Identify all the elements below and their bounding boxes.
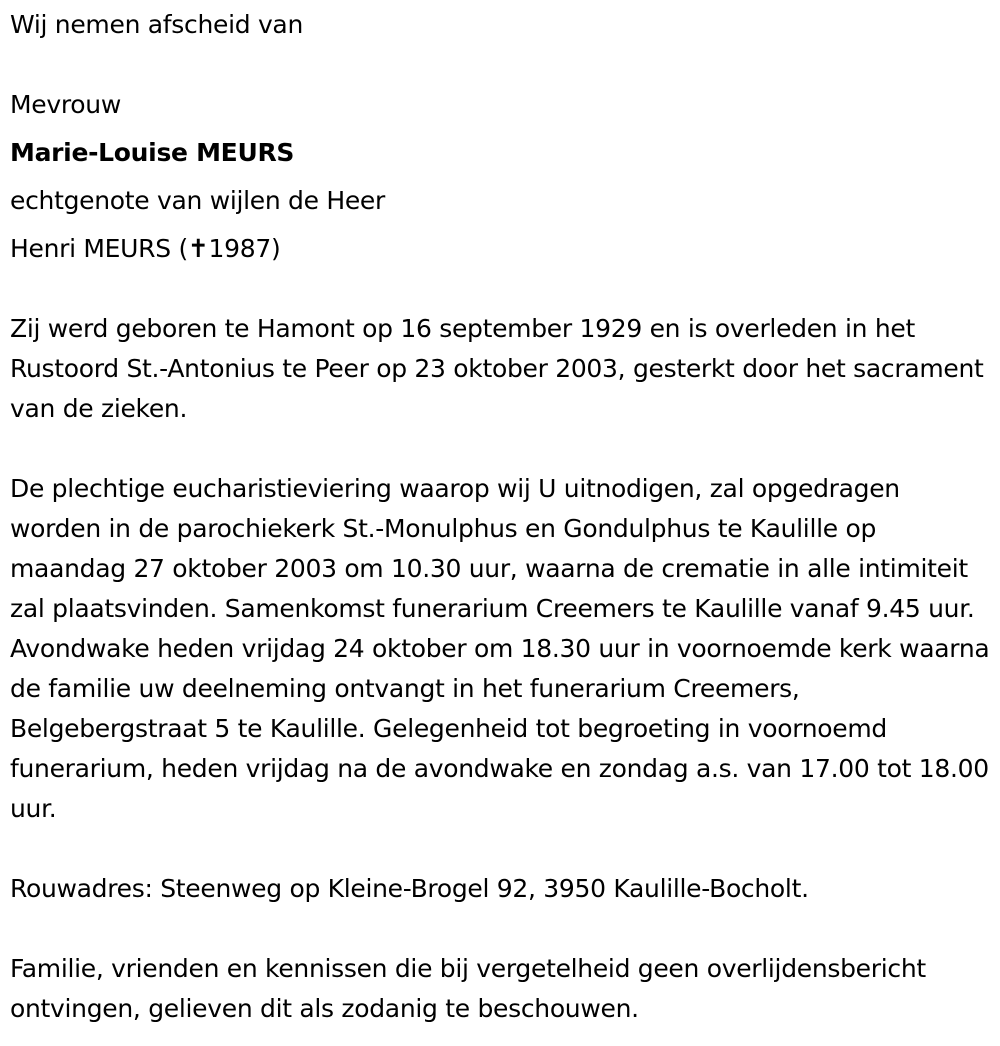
honorific-title: Mevrouw	[10, 90, 121, 119]
birth-death-paragraph: Zij werd geboren te Hamont op 16 september 1929 en is overleden in het Rustoord St.-Antonius te Peer op 23 oktober 2003, gesterkt door het sacrament van de zieken.	[10, 314, 984, 423]
deceased-name: Marie-Louise MEURS	[10, 138, 295, 167]
spouse-line-1: echtgenote van wijlen de Heer	[10, 186, 385, 215]
mourning-address: Rouwadres: Steenweg op Kleine-Brogel 92, 3950 Kaulille-Bocholt.	[10, 874, 809, 903]
spouse-line-2: Henri MEURS (✝1987)	[10, 234, 281, 263]
family-note-paragraph: Familie, vrienden en kennissen die bij vergetelheid geen overlijdensbericht ontvingen, gelieven dit als zodanig te beschouwen.	[10, 954, 926, 1023]
intro-text: Wij nemen afscheid van	[10, 10, 303, 39]
service-paragraph: De plechtige eucharistieviering waarop wij U uitnodigen, zal opgedragen worden in de parochiekerk St.-Monulphus en Gondulphus te Kaulille op maandag 27 oktober 2003 om 10.30 uur, waarna de crematie in alle intimiteit zal plaatsvinden. Samenkomst funerarium Creemers te Kaulille vanaf 9.45 uur. Avondwake heden vrijdag 24 oktober om 18.30 uur in voornoemde kerk waarna de familie uw deelneming ontvangt in het funerarium Creemers, Belgebergstraat 5 te Kaulille. Gelegenheid tot begroeting in voornoemd funerarium, heden vrijdag na de avondwake en zondag a.s. van 17.00 tot 18.00 uur.	[10, 474, 990, 823]
